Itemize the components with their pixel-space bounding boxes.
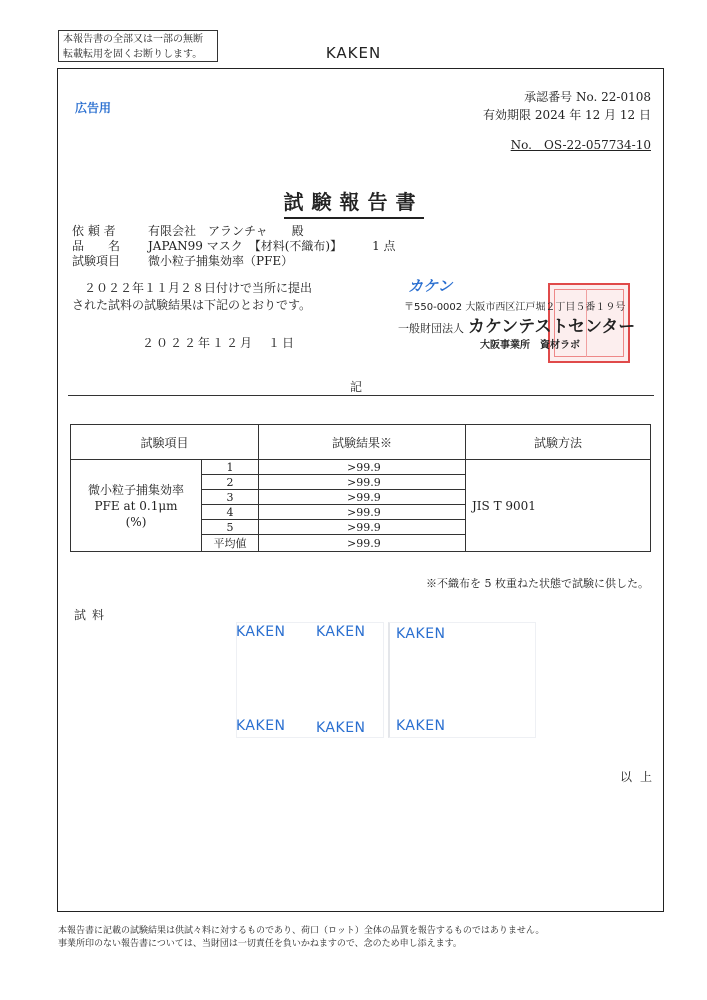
org-name: カケンテストセンター [468, 317, 636, 337]
org-name-block [398, 312, 635, 337]
trial-cell: 2 [202, 475, 259, 490]
table-footnote: ※不織布を 5 枚重ねた状態で試験に供した。 [426, 577, 649, 590]
brand-header: KAKEN [325, 44, 382, 62]
item-line: (%) [125, 514, 147, 529]
table-header-row [71, 425, 651, 460]
result-cell: >99.9 [259, 505, 466, 520]
table-row [71, 460, 651, 475]
intro-text [72, 280, 372, 314]
disclaimer [58, 925, 544, 951]
item-line: 微小粒子捕集効率 [87, 482, 184, 497]
end-mark: 以上 [620, 770, 661, 784]
org-address: 〒550-0002 大阪市西区江戸堀２丁目５番１９号 [404, 302, 626, 313]
info-value: 微小粒子捕集効率（PFE） [148, 254, 294, 268]
result-cell: >99.9 [259, 535, 466, 552]
result-cell: >99.9 [259, 475, 466, 490]
header-item: 試験項目 [71, 425, 259, 460]
method-cell: JIS T 9001 [466, 460, 651, 552]
results-table [70, 424, 651, 552]
sample-mark: KAKEN [396, 718, 446, 734]
ad-label: 広告用 [75, 101, 112, 115]
approval-block [483, 88, 651, 124]
sample-mark: KAKEN [316, 624, 366, 640]
trial-cell: 5 [202, 520, 259, 535]
info-value: JAPAN99 マスク 【材料(不織布)】 [148, 239, 343, 253]
disclaimer-line: 本報告書に記載の試験結果は供試々料に対するものであり、荷口（ロット）全体の品質を報告するものではありません。 [58, 926, 545, 936]
header-result: 試験結果※ [259, 425, 466, 460]
title-text: 試験報告書 [284, 190, 424, 219]
notice-line: 本報告書の全部又は一部の無断 [63, 34, 203, 45]
notice-line: 転載転用を固くお断りします。 [63, 49, 203, 60]
info-label: 品 名 [72, 239, 121, 253]
info-label: 試験項目 [72, 254, 121, 268]
page-title [0, 186, 707, 215]
info-row-client [72, 224, 396, 239]
disclaimer-line: 事業所印のない報告書については、当財団は一切責任を負いかねますので、念のため申し添えます。 [58, 939, 462, 949]
org-prefix: 一般財団法人 [398, 322, 464, 335]
trial-cell: 平均値 [202, 535, 259, 552]
sample-mark: KAKEN [236, 718, 286, 734]
sample-label: 試料 [74, 608, 111, 622]
trial-cell: 4 [202, 505, 259, 520]
sample-mark: KAKEN [316, 720, 366, 736]
info-row-test [72, 254, 396, 269]
issue-date: ２０２２年１２月 １日 [142, 336, 297, 350]
approval-expiry: 有効期限 2024 年 12 月 12 日 [483, 108, 651, 122]
result-cell: >99.9 [259, 520, 466, 535]
divider [68, 395, 654, 396]
info-quantity: 1 点 [372, 239, 396, 253]
result-cell: >99.9 [259, 460, 466, 475]
sample-mark: KAKEN [236, 624, 286, 640]
report-number: No. OS-22-057734-10 [510, 138, 651, 152]
result-cell: >99.9 [259, 490, 466, 505]
info-row-product [72, 239, 396, 254]
item-line: PFE at 0.1μm [94, 498, 178, 513]
trial-cell: 3 [202, 490, 259, 505]
intro-line: された試料の試験結果は下記のとおりです。 [72, 298, 312, 312]
trial-cell: 1 [202, 460, 259, 475]
record-marker: 記 [350, 380, 363, 394]
info-label: 依 頼 者 [72, 224, 116, 238]
sample-mark: KAKEN [396, 626, 446, 642]
info-value: 有限会社 アランチャ 殿 [148, 224, 304, 238]
test-item-cell [71, 460, 202, 552]
approval-number: 承認番号 No. 22-0108 [524, 90, 651, 104]
info-block [72, 224, 396, 269]
org-logo: カケン [408, 277, 453, 295]
header-method: 試験方法 [466, 425, 651, 460]
intro-line: ２０２２年１１月２８日付けで当所に提出 [72, 281, 313, 295]
org-office: 大阪事業所 資材ラボ [480, 340, 580, 351]
